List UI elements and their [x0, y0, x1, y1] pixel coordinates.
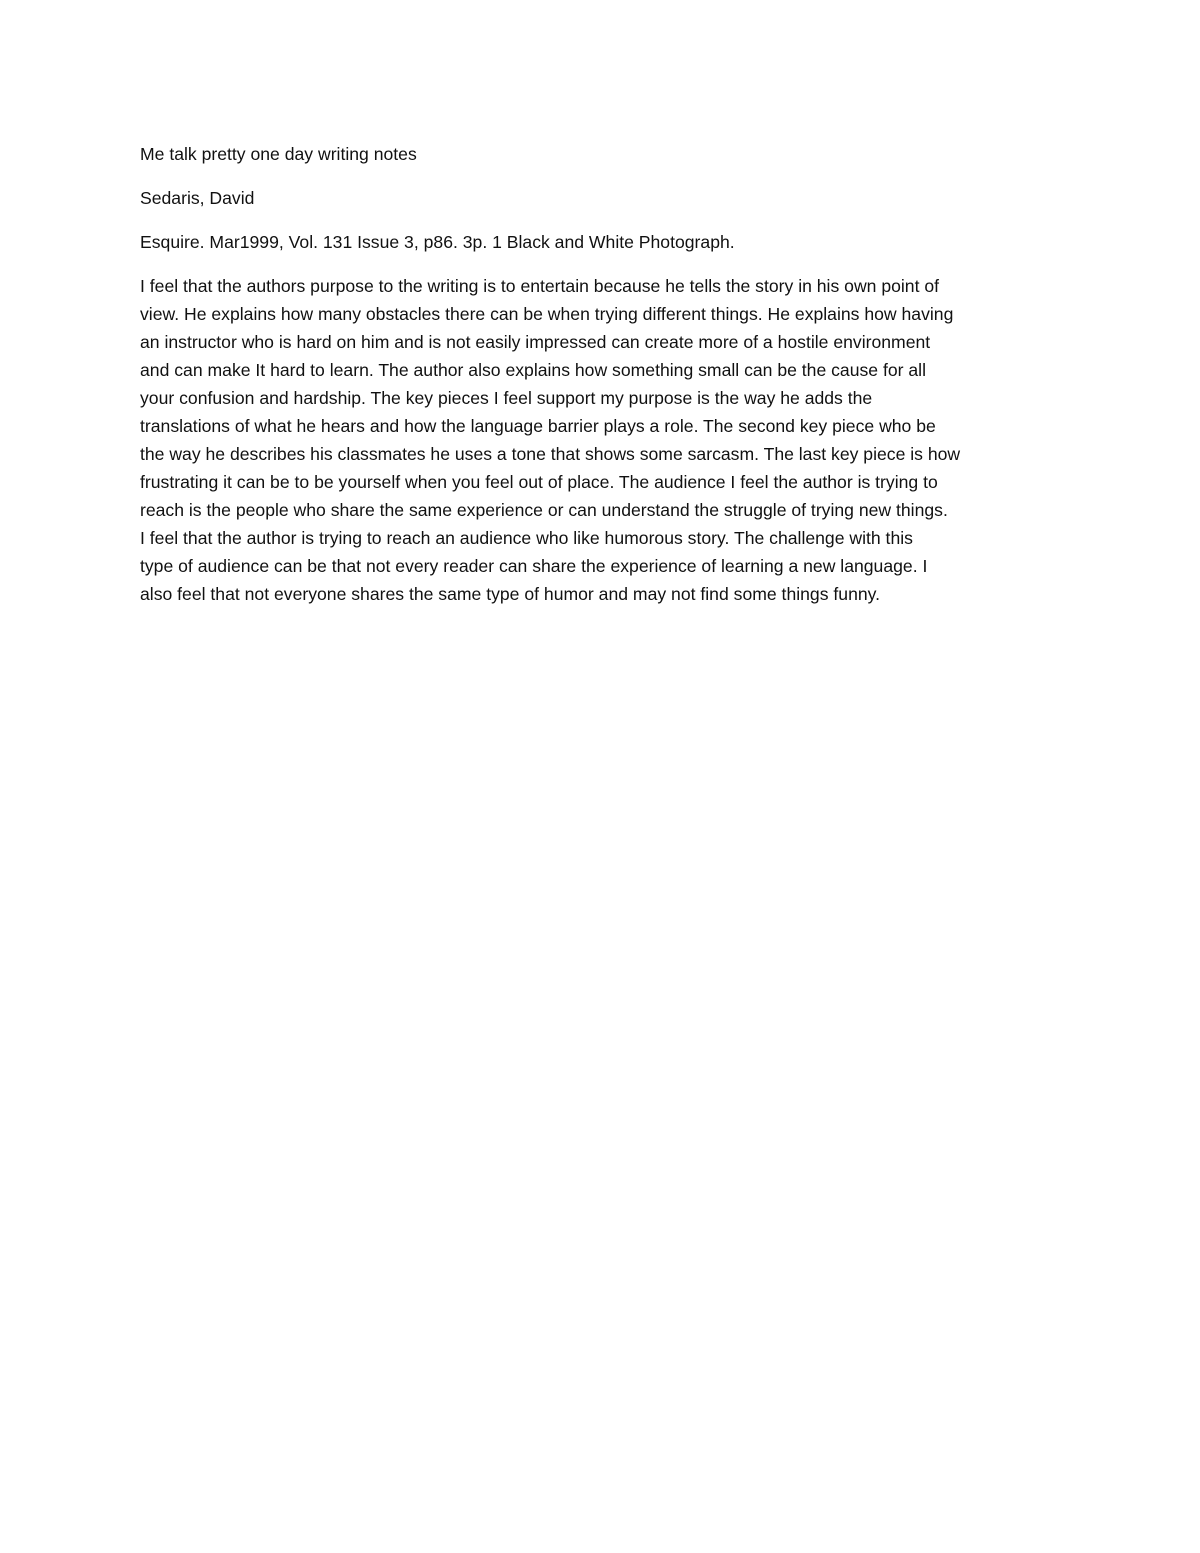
- paragraph-line: the way he describes his classmates he uses a tone that shows some sarcasm. The last key piece is how: [140, 444, 961, 464]
- document-author: Sedaris, David: [140, 188, 255, 208]
- document-citation: Esquire. Mar1999, Vol. 131 Issue 3, p86. 3p. 1 Black and White Photograph.: [140, 232, 735, 252]
- paragraph-line: I feel that the authors purpose to the writing is to entertain because he tells the story in his own point of: [140, 276, 940, 296]
- paragraph-line: I feel that the author is trying to reach an audience who like humorous story. The challenge with this: [140, 528, 913, 548]
- paragraph-line: reach is the people who share the same experience or can understand the struggle of trying new things.: [140, 500, 948, 520]
- paragraph-line: also feel that not everyone shares the same type of humor and may not find some things funny.: [140, 584, 881, 604]
- document-title: Me talk pretty one day writing notes: [140, 144, 417, 164]
- body-paragraph: [140, 272, 1075, 608]
- paragraph-line: an instructor who is hard on him and is not easily impressed can create more of a hostile environment: [140, 332, 931, 352]
- paragraph-line: and can make It hard to learn. The author also explains how something small can be the cause for all: [140, 360, 926, 380]
- document-body: [140, 140, 1075, 608]
- paragraph-line: your confusion and hardship. The key pieces I feel support my purpose is the way he adds the: [140, 388, 873, 408]
- paragraph-line: view. He explains how many obstacles there can be when trying different things. He explains how having: [140, 304, 954, 324]
- paragraph-line: type of audience can be that not every reader can share the experience of learning a new language. I: [140, 556, 928, 576]
- paragraph-line: translations of what he hears and how the language barrier plays a role. The second key piece who be: [140, 416, 936, 436]
- paragraph-line: frustrating it can be to be yourself when you feel out of place. The audience I feel the author is trying to: [140, 472, 938, 492]
